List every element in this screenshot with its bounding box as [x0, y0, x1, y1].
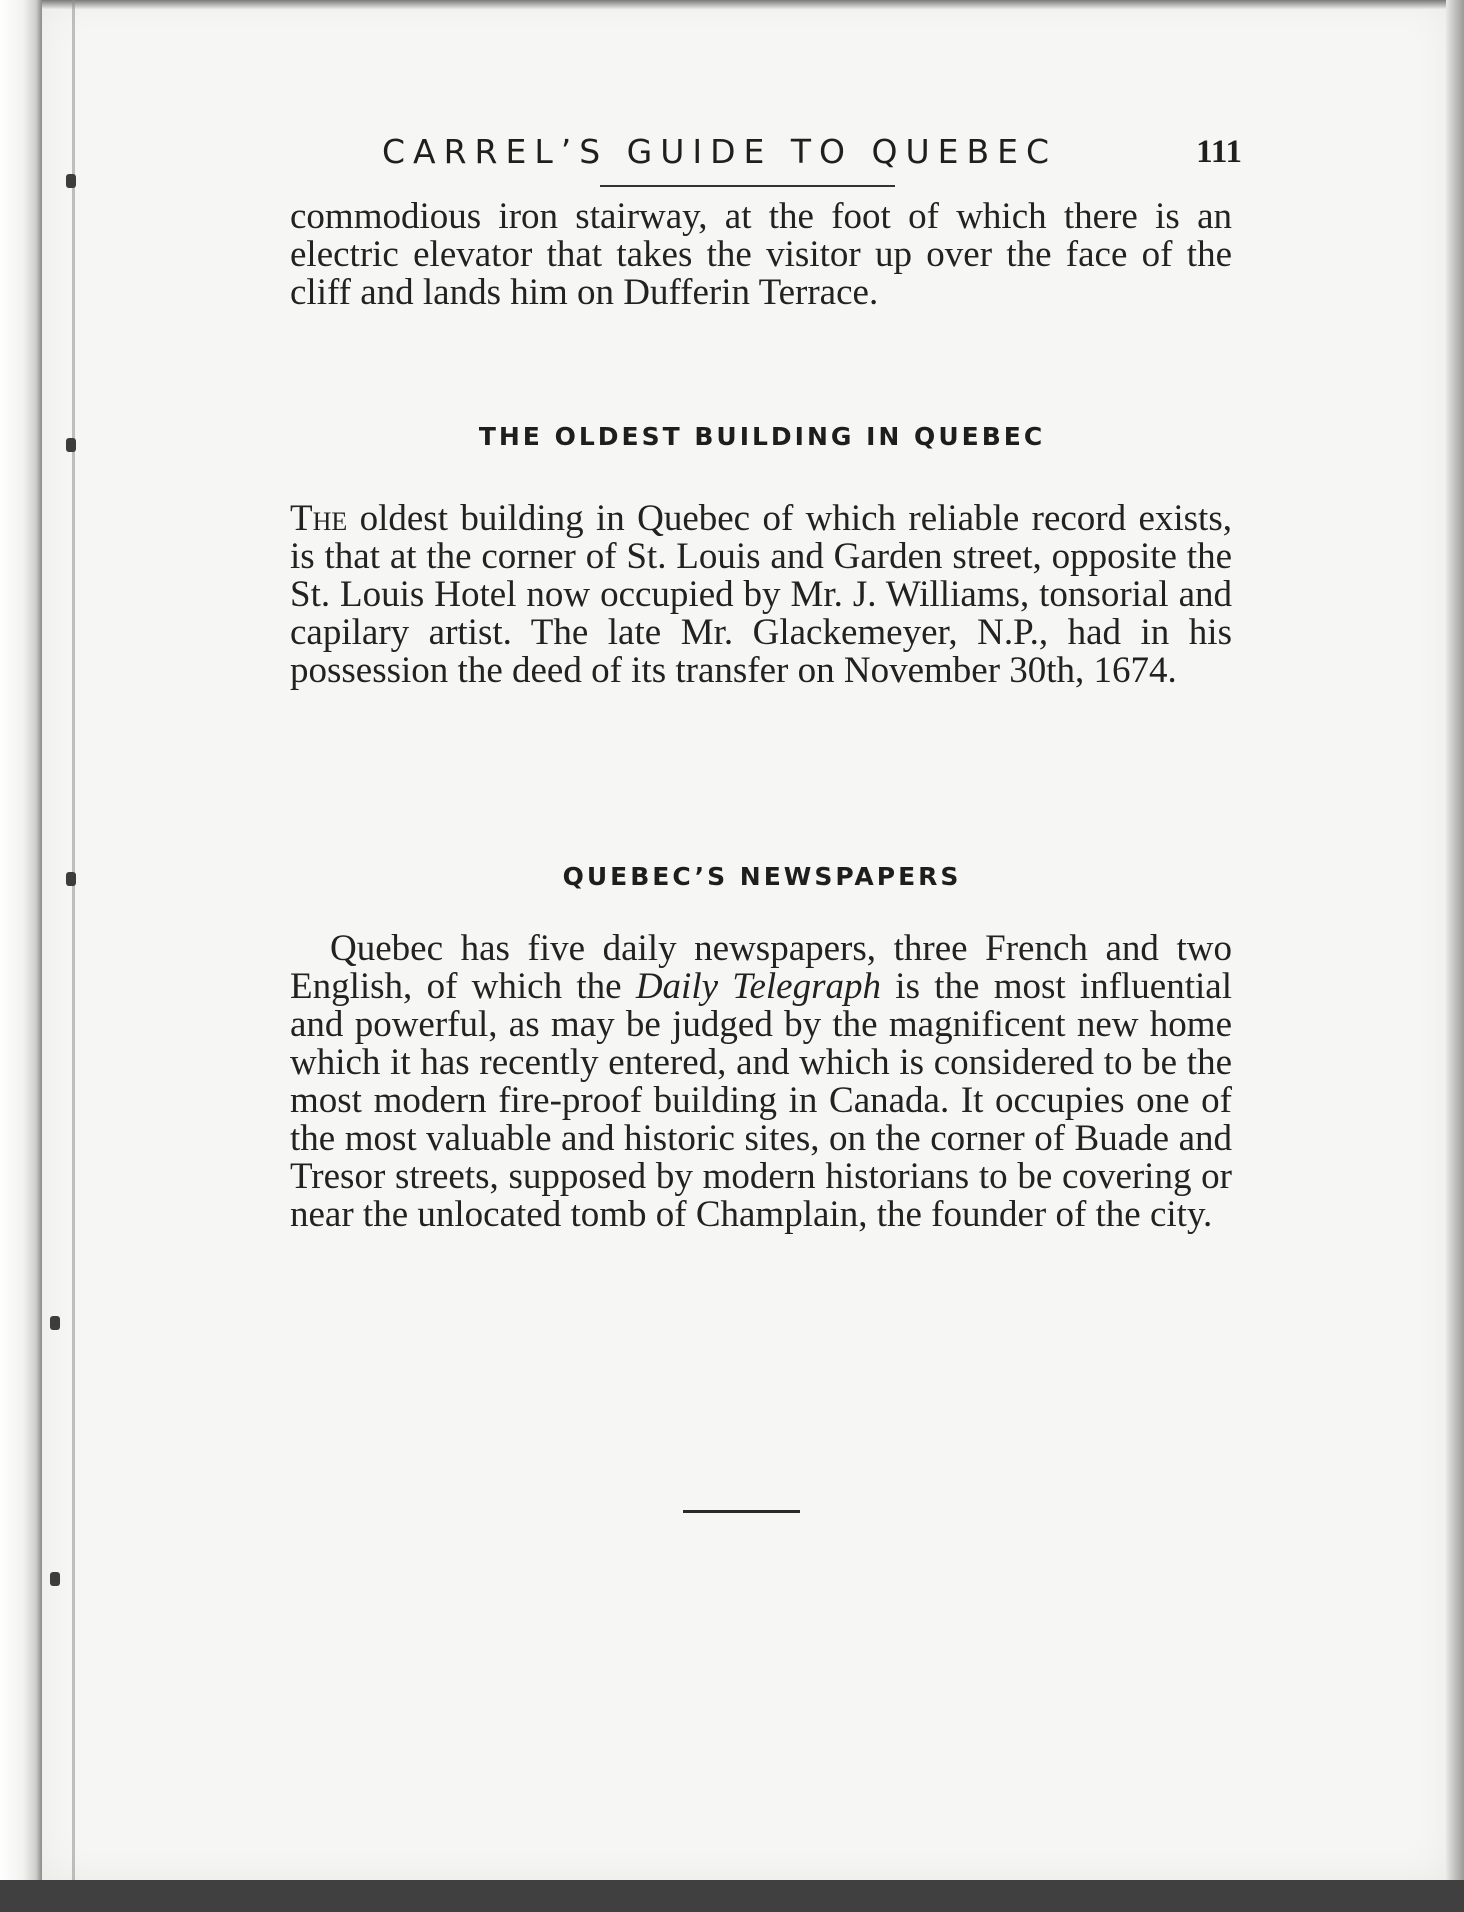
binding-stitch	[50, 1572, 60, 1586]
paragraph-continuation	[290, 198, 1232, 312]
binding-fold-line	[72, 0, 75, 1912]
paragraph-text: is the most influential and powerful, as may be judged by the magnificent new home which it has recently entered, and which is considered to be the most modern fire-proof building in Canada. It occupies one of the most valuable and historic sites, on the corner of Buade and Tresor streets, supposed by modern historians to be covering or near the unlocated tomb of Champlain, the founder of the city.	[290, 966, 1232, 1235]
paragraph-text: Quebec has five daily newspapers, three French and two English, of which the	[290, 928, 1232, 1007]
page-top-edge	[0, 0, 1464, 10]
running-header	[382, 132, 1242, 182]
binding-gutter	[0, 0, 42, 1912]
binding-stitch	[50, 1316, 60, 1330]
header-rule	[600, 185, 895, 187]
paragraph-text: oldest building in Quebec of which reliable record exists, is that at the corner of St. Louis and Garden street, opposite the St. Louis Hotel now occupied by Mr. J. Williams, tonsorial and capilary artist. The late Mr. Glackemeyer, N.P., had in his possession the deed of its transfer on November 30th, 1674.	[290, 498, 1232, 691]
paragraph-newspapers	[290, 930, 1232, 1234]
newspaper-title: Daily Telegraph	[635, 966, 882, 1007]
paragraph-text: commodious iron stairway, at the foot of which there is an electric elevator that takes the visitor up over the face of the cliff and lands him on Dufferin Terrace.	[290, 196, 1232, 313]
page-right-edge	[1446, 0, 1464, 1912]
binding-stitch	[66, 174, 76, 188]
section-heading-oldest-building: THE OLDEST BUILDING IN QUEBEC	[478, 422, 1046, 451]
page-number: 111	[1196, 134, 1242, 170]
section-heading-newspapers: QUEBEC’S NEWSPAPERS	[562, 862, 962, 891]
page-bottom-edge	[0, 1880, 1464, 1912]
end-rule	[683, 1510, 800, 1513]
paragraph-oldest-building	[290, 500, 1232, 690]
paragraph-lead-word: The	[290, 498, 348, 539]
running-title: CARREL’S GUIDE TO QUEBEC	[382, 132, 1057, 171]
